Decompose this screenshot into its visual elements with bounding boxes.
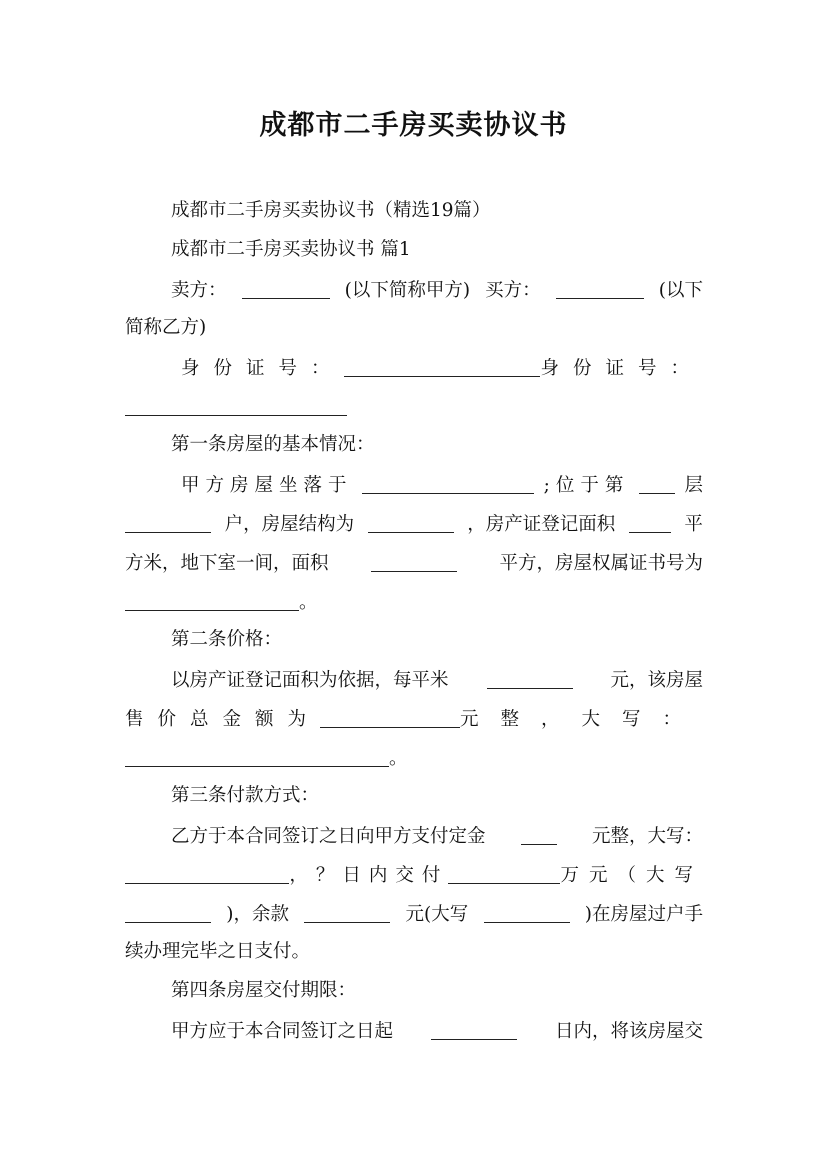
article1-line2 [125,511,703,537]
article1-area-unit: 平 [684,514,703,535]
article1-floor-label: ;位于第 [543,475,630,496]
article3-balance-words-label: 元(大写 [405,904,469,925]
basement-area-blank [371,553,457,572]
certificate-number-blank [125,592,299,611]
intro-line: 成都市二手房买卖协议书（精选19篇） [171,200,491,221]
buyer-label: 买方： [485,280,541,301]
article3-payment-suffix: 万元（大写 [560,865,703,886]
balance-words-blank [484,904,570,923]
buyer-name-blank [556,280,644,299]
unit-blank [125,514,211,533]
article1-line3 [125,550,703,576]
article3-balance-label: )，余款 [226,904,289,925]
article2-line2 [125,706,703,732]
article1-floor-unit: 层 [684,475,703,496]
delivery-days-blank [431,1021,517,1040]
article4-deadline-suffix: 日内，将该房屋交 [554,1021,703,1042]
article1-structure-label: 户，房屋结构为 [224,514,355,535]
article3-deposit-label: 乙方于本合同签订之日向甲方支付定金 [171,826,486,847]
id-number-line [181,355,703,381]
article2-unit-price-suffix: 元，该房屋 [610,670,703,691]
article2-line1 [171,667,703,693]
article2-heading: 第二条价格： [171,629,283,650]
article3-deposit-suffix: 元整，大写： [591,826,703,847]
seller-suffix: (以下简称甲方) [344,280,471,301]
buyer-id-line [125,394,703,420]
article4-heading: 第四条房屋交付期限： [171,980,357,1001]
floor-blank [639,475,675,494]
seller-label: 卖方： [171,280,227,301]
unit-price-blank [487,670,573,689]
article1-certificate-label: 平方，房屋权属证书号为 [499,553,703,574]
article1-area-label: ，房产证登记面积 [467,514,616,535]
payment-amount-blank [448,865,560,884]
buyer-id-blank [125,397,347,416]
section-heading: 成都市二手房买卖协议书 篇1 [171,239,411,260]
article3-line2 [125,862,703,888]
article3-balance-suffix: )在房屋过户手 [584,904,703,925]
area-blank [629,514,671,533]
document-title: 成都市二手房买卖协议书 [259,110,568,141]
article1-line1 [181,472,703,498]
balance-blank [304,904,390,923]
article2-unit-price-label: 以房产证登记面积为依据，每平米 [171,670,449,691]
buyer-suffix: (以下 [658,280,703,301]
total-price-words-blank [125,748,389,767]
article2-line3 [125,745,703,771]
article1-end: 。 [299,592,318,613]
structure-blank [368,514,454,533]
seller-name-blank [242,280,330,299]
parties-line-cont: 简称乙方) [125,317,207,338]
deposit-words-blank [125,865,289,884]
article1-location-label: 甲方房屋坐落于 [181,475,353,496]
article2-total-label: 售价总金额为 [125,709,321,730]
article1-line4 [125,589,703,615]
article4-deadline-label: 甲方应于本合同签订之日起 [171,1021,394,1042]
article4-line1 [171,1018,703,1044]
location-blank [362,475,534,494]
seller-id-label: 身份证号： [181,358,344,379]
seller-id-blank [344,358,541,377]
article3-heading: 第三条付款方式： [171,785,320,806]
article3-line3 [125,901,703,927]
article1-basement-label: 方米，地下室一间，面积 [125,553,329,574]
payment-words-blank [125,904,211,923]
deposit-blank [521,826,557,845]
parties-line [171,277,703,303]
article3-line1 [171,823,703,849]
article2-total-suffix: 元整，大写： [459,709,703,730]
article3-line4: 续办理完毕之日支付。 [125,941,311,962]
article1-heading: 第一条房屋的基本情况： [171,434,375,455]
total-price-blank [320,709,460,728]
article2-end: 。 [389,748,408,769]
buyer-id-label: 身份证号： [540,358,703,379]
article3-payment-label: ，？日内交付 [289,865,449,886]
